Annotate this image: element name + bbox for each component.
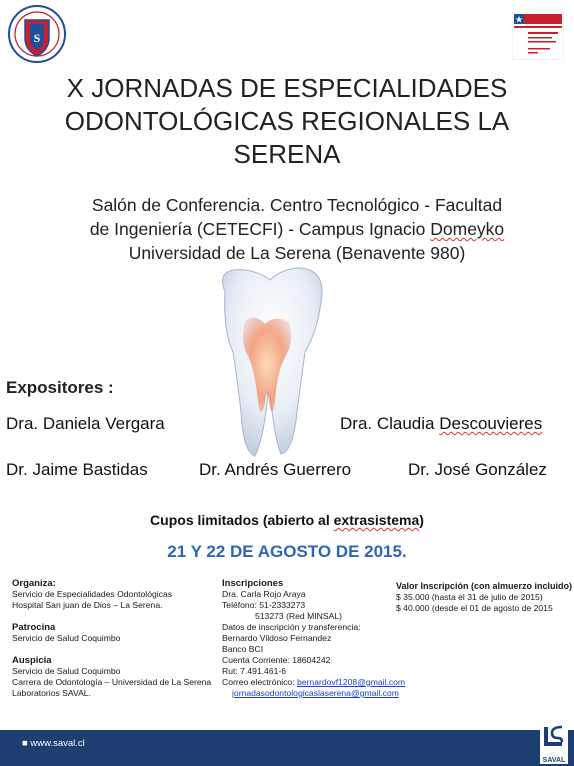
speaker-name-text: Dra. Claudia xyxy=(340,414,440,433)
valor-line: $ 40.000 (desde el 01 de agosto de 2015 xyxy=(396,603,553,613)
auspicia-line: Laboratorios SAVAL. xyxy=(12,688,91,698)
email-label: Correo electrónico: xyxy=(222,677,297,687)
hospital-logo xyxy=(512,12,564,60)
email-link[interactable]: jornadasodontologicaslaserena@gmail.com xyxy=(232,688,399,698)
inscripciones-line: Banco BCI xyxy=(222,644,264,654)
inscripciones-line: Cuenta Corriente: 18604242 xyxy=(222,655,331,665)
svg-text:S: S xyxy=(33,31,41,45)
valor-section xyxy=(396,581,574,614)
auspicia-section xyxy=(12,655,227,699)
capacity-text: Cupos limitados (abierto al xyxy=(150,512,334,528)
speaker-name: Dr. José González xyxy=(408,460,547,479)
venue-line: Salón de Conferencia. Centro Tecnológico - Facultad xyxy=(91,195,503,215)
event-date: 21 Y 22 DE AGOSTO DE 2015. xyxy=(167,542,407,561)
organiza-heading xyxy=(12,578,222,589)
auspicia-line: Carrera de Odontología – Universidad de La Serena xyxy=(12,677,212,687)
speakers-heading: Expositores : xyxy=(6,378,114,397)
venue-line-text: de Ingeniería (CETECFI) - Campus Ignacio xyxy=(89,219,431,239)
email-link[interactable]: bernardovf1208@gmail.com xyxy=(297,677,406,687)
title-line: X JORNADAS DE ESPECIALIDADES xyxy=(66,73,508,103)
venue-info xyxy=(60,193,534,265)
tooth-illustration xyxy=(205,262,335,462)
saval-logo-text: SAVAL xyxy=(542,757,566,764)
saval-logo xyxy=(540,724,568,764)
speaker-name xyxy=(340,414,542,434)
organiza-heading-text: Organiza xyxy=(12,578,53,589)
inscripciones-line: Bernardo Vildoso Fernandez xyxy=(222,633,332,643)
speaker-name: Dr. Andrés Guerrero xyxy=(199,460,352,479)
inscripciones-line: Datos de inscripción y transferencia: xyxy=(222,622,361,632)
patrocina-section xyxy=(12,622,222,644)
venue-line: Universidad de La Serena (Benavente 980) xyxy=(128,243,466,263)
bullet-icon: ■ xyxy=(22,738,31,749)
inscripciones-line: 513273 (Red MINSAL) xyxy=(255,611,342,621)
inscripciones-line: Rut: 7.491.461-6 xyxy=(222,666,287,676)
footer-url-text: www.saval.cl xyxy=(30,738,85,749)
university-logo xyxy=(8,2,66,66)
footer-link[interactable] xyxy=(22,738,85,749)
title-line: SERENA xyxy=(233,139,341,169)
inscripciones-line: Teléfono: 51-2333273 xyxy=(222,600,306,610)
valor-heading: Valor Inscripción (con almuerzo incluido) xyxy=(396,581,573,591)
organiza-section xyxy=(12,578,222,611)
patrocina-heading: Patrocina xyxy=(12,622,56,633)
footer-bar xyxy=(0,730,574,766)
organiza-line: Hospital San juan de Dios – La Serena. xyxy=(12,600,163,610)
inscripciones-line: Dra. Carla Rojo Araya xyxy=(222,589,306,599)
title-line: ODONTOLÓGICAS REGIONALES LA xyxy=(64,106,510,136)
inscripciones-section xyxy=(222,578,422,699)
speaker-name: Dr. Jaime Bastidas xyxy=(6,460,148,479)
patrocina-line: Servicio de Salud Coquimbo xyxy=(12,633,121,643)
speaker-name: Dra. Daniela Vergara xyxy=(6,414,165,433)
capacity-note xyxy=(0,512,574,528)
organiza-heading-text: : xyxy=(52,578,56,589)
valor-line: $ 35.000 (hasta el 31 de julio de 2015) xyxy=(396,592,543,602)
capacity-text: ) xyxy=(419,512,424,528)
email-line xyxy=(222,677,422,688)
capacity-text: extrasistema xyxy=(333,512,420,528)
inscripciones-heading: Inscripciones xyxy=(222,578,284,589)
email-line xyxy=(222,688,422,699)
auspicia-heading: Auspicia xyxy=(12,655,52,666)
speaker-name-text: Descouvieres xyxy=(439,414,543,433)
venue-line-text: Domeyko xyxy=(430,219,505,239)
venue-line xyxy=(60,217,534,241)
auspicia-line: Servicio de Salud Coquimbo xyxy=(12,666,121,676)
event-title xyxy=(40,72,534,171)
organiza-line: Servicio de Especialidades Odontológicas xyxy=(12,589,173,599)
